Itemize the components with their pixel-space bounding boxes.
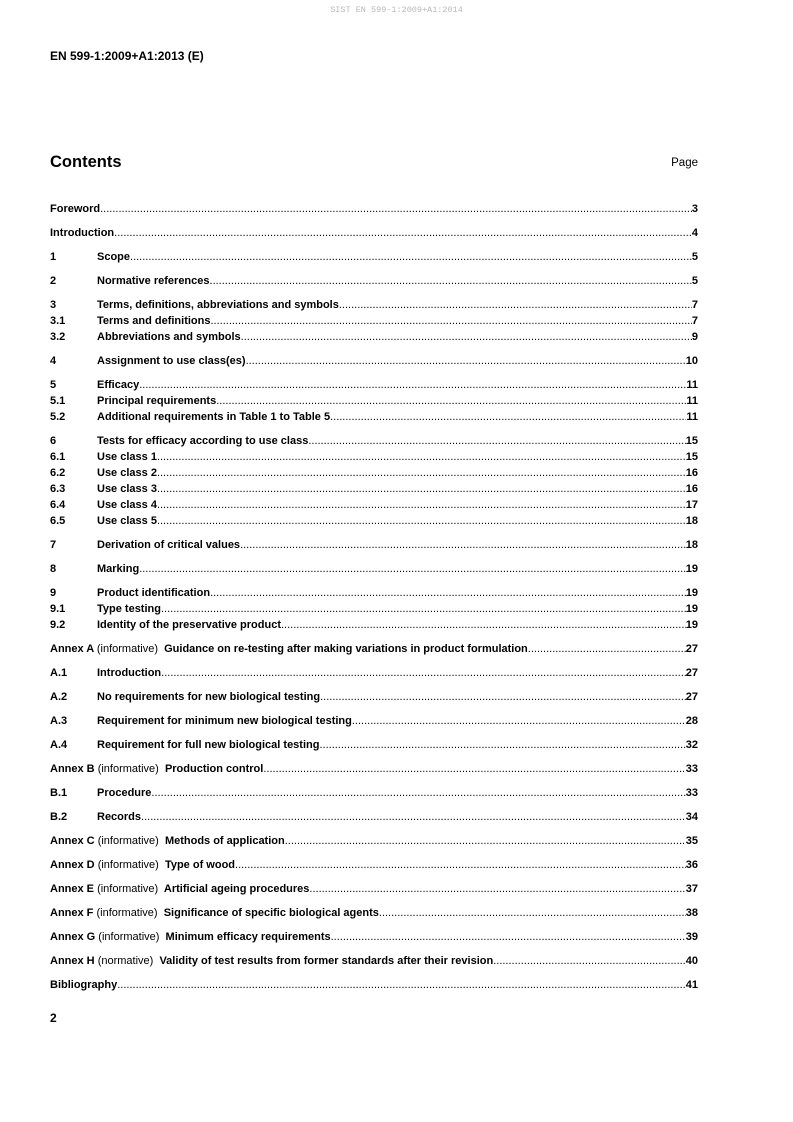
toc-entry[interactable] (50, 857, 698, 873)
toc-entry-title: Annex F (informative) Significance of specific biological agents (50, 907, 379, 919)
toc-entry-page: 9 (691, 331, 698, 343)
dot-leader (216, 393, 686, 409)
dot-leader (308, 433, 685, 449)
toc-entry-page: 7 (691, 299, 698, 311)
toc-entry[interactable] (50, 713, 698, 729)
dot-leader (319, 737, 685, 753)
dot-leader (235, 857, 686, 873)
toc-entry-number: B.1 (50, 787, 68, 799)
toc-entry[interactable] (50, 465, 698, 481)
toc-entry[interactable] (50, 809, 698, 825)
dot-leader (139, 561, 686, 577)
toc-entry[interactable] (50, 561, 698, 577)
dot-leader (246, 353, 686, 369)
toc-entry-title: Annex E (informative) Artificial ageing procedures (50, 883, 310, 895)
toc-entry[interactable] (50, 481, 698, 497)
dot-leader (161, 665, 686, 681)
toc-entry-page: 36 (685, 859, 698, 871)
toc-entry-number: A.4 (50, 739, 68, 751)
toc-entry-page: 11 (686, 379, 698, 391)
toc-entry[interactable] (50, 585, 698, 601)
dot-leader (157, 481, 686, 497)
toc-entry-title: Normative references (97, 275, 210, 287)
dot-leader (117, 977, 686, 993)
toc-entry-number: 2 (50, 275, 57, 287)
toc-entry-title: Annex H (normative) Validity of test results from former standards after their revision (50, 955, 494, 967)
toc-entry[interactable] (50, 513, 698, 529)
toc-entry[interactable] (50, 497, 698, 513)
page-number: 2 (50, 1011, 57, 1025)
toc-entry-title: Assignment to use class(es) (97, 355, 246, 367)
toc-entry[interactable] (50, 761, 698, 777)
toc-entry-title: Principal requirements (97, 395, 217, 407)
dot-leader (210, 273, 692, 289)
toc-entry-page: 10 (685, 355, 698, 367)
toc-entry[interactable] (50, 977, 698, 993)
toc-entry-number: A.2 (50, 691, 68, 703)
toc-entry-title: Terms and definitions (97, 315, 211, 327)
toc-entry-page: 19 (685, 587, 698, 599)
toc-entry[interactable] (50, 881, 698, 897)
toc-entry-page: 15 (685, 435, 698, 447)
dot-leader (263, 761, 685, 777)
toc-entry-page: 16 (685, 467, 698, 479)
toc-entry-page: 34 (685, 811, 698, 823)
toc-entry-page: 19 (685, 603, 698, 615)
toc-entry[interactable] (50, 737, 698, 753)
toc-entry-title: Tests for efficacy according to use class (97, 435, 309, 447)
toc-entry-number: 6.1 (50, 451, 66, 463)
dot-leader (285, 833, 686, 849)
toc-entry-page: 27 (685, 667, 698, 679)
toc-entry[interactable] (50, 537, 698, 553)
toc-entry-title: Use class 1 (97, 451, 157, 463)
toc-entry[interactable] (50, 273, 698, 289)
dot-leader (320, 689, 686, 705)
toc-entry-page: 41 (685, 979, 698, 991)
toc-entry[interactable] (50, 689, 698, 705)
toc-entry-number: 6.2 (50, 467, 66, 479)
dot-leader (210, 313, 691, 329)
toc-entry-title: Annex B (informative) Production control (50, 763, 264, 775)
toc-entry[interactable] (50, 409, 698, 425)
toc-entry-number: 6.3 (50, 483, 66, 495)
toc-entry-number: 3.2 (50, 331, 66, 343)
toc-entry-title: No requirements for new biological testing (97, 691, 321, 703)
toc-entry-page: 5 (691, 251, 698, 263)
toc-entry-page: 11 (686, 395, 698, 407)
toc-entry[interactable] (50, 449, 698, 465)
toc-entry-title: Annex D (informative) Type of wood (50, 859, 236, 871)
dot-leader (330, 409, 686, 425)
toc-entry[interactable] (50, 601, 698, 617)
toc-entry-page: 11 (686, 411, 698, 423)
toc-entry-page: 40 (685, 955, 698, 967)
dot-leader (493, 953, 686, 969)
toc-entry-number: A.3 (50, 715, 68, 727)
toc-entry-title: Use class 5 (97, 515, 157, 527)
dot-leader (139, 377, 686, 393)
table-of-contents (50, 201, 698, 993)
dot-leader (100, 201, 692, 217)
dot-leader (157, 465, 686, 481)
dot-leader (309, 881, 685, 897)
toc-entry[interactable] (50, 905, 698, 921)
dot-leader (281, 617, 686, 633)
toc-entry[interactable] (50, 329, 698, 345)
toc-entry-page: 15 (685, 451, 698, 463)
toc-entry-title: Introduction (50, 227, 115, 239)
toc-entry-title: Introduction (97, 667, 162, 679)
toc-entry-title: Bibliography (50, 979, 118, 991)
toc-entry[interactable] (50, 225, 698, 241)
toc-entry[interactable] (50, 929, 698, 945)
toc-entry-page: 28 (685, 715, 698, 727)
toc-entry-title: Annex G (informative) Minimum efficacy requirements (50, 931, 331, 943)
dot-leader (151, 785, 685, 801)
dot-leader (379, 905, 686, 921)
toc-entry-page: 27 (685, 691, 698, 703)
toc-entry-number: 9 (50, 587, 57, 599)
toc-entry[interactable] (50, 353, 698, 369)
toc-entry-number: 7 (50, 539, 57, 551)
toc-entry[interactable] (50, 953, 698, 969)
dot-leader (339, 297, 692, 313)
toc-entry-page: 35 (685, 835, 698, 847)
toc-entry[interactable] (50, 377, 698, 393)
toc-entry-title: Identity of the preservative product (97, 619, 281, 631)
dot-leader (352, 713, 686, 729)
toc-entry-title: Scope (97, 251, 131, 263)
toc-entry[interactable] (50, 665, 698, 681)
toc-entry-number: B.2 (50, 811, 68, 823)
dot-leader (240, 537, 686, 553)
toc-entry-number: 5.2 (50, 411, 66, 423)
dot-leader (528, 641, 686, 657)
toc-entry-title: Use class 2 (97, 467, 157, 479)
toc-entry-page: 38 (685, 907, 698, 919)
toc-entry-title: Foreword (50, 203, 101, 215)
toc-entry-title: Requirement for minimum new biological testing (97, 715, 352, 727)
toc-entry-number: 6.5 (50, 515, 66, 527)
toc-entry[interactable] (50, 617, 698, 633)
toc-entry-number: 3.1 (50, 315, 66, 327)
toc-entry-title: Requirement for full new biological testing (97, 739, 320, 751)
toc-entry-page: 19 (685, 619, 698, 631)
toc-entry-title: Use class 4 (97, 499, 157, 511)
toc-entry-title: Terms, definitions, abbreviations and symbols (97, 299, 339, 311)
toc-entry-title: Annex C (informative) Methods of application (50, 835, 285, 847)
toc-entry-page: 16 (685, 483, 698, 495)
toc-entry-page: 17 (685, 499, 698, 511)
page-column-label: Page (671, 157, 698, 169)
dot-leader (241, 329, 692, 345)
toc-entry-title: Derivation of critical values (97, 539, 241, 551)
toc-entry-page: 3 (691, 203, 698, 215)
dot-leader (210, 585, 686, 601)
dot-leader (157, 513, 686, 529)
toc-entry-number: 9.2 (50, 619, 66, 631)
toc-entry-title: Type testing (97, 603, 161, 615)
toc-entry[interactable] (50, 313, 698, 329)
toc-entry-number: 9.1 (50, 603, 66, 615)
toc-entry-page: 19 (685, 563, 698, 575)
watermark: SIST EN 599-1:2009+A1:2014 (330, 5, 463, 15)
toc-entry-title: Marking (97, 563, 140, 575)
toc-entry[interactable] (50, 785, 698, 801)
toc-entry[interactable] (50, 249, 698, 265)
toc-entry-page: 32 (685, 739, 698, 751)
toc-entry-number: 6 (50, 435, 57, 447)
toc-entry-title: Abbreviations and symbols (97, 331, 241, 343)
page-title: Contents (50, 153, 122, 171)
toc-entry-number: 1 (50, 251, 57, 263)
toc-entry-page: 7 (691, 315, 698, 327)
dot-leader (157, 449, 686, 465)
toc-entry-page: 18 (685, 539, 698, 551)
toc-entry-number: 4 (50, 355, 57, 367)
toc-entry-number: 5.1 (50, 395, 66, 407)
toc-entry-title: Additional requirements in Table 1 to Table 5 (97, 411, 331, 423)
toc-entry-page: 27 (685, 643, 698, 655)
toc-entry[interactable] (50, 833, 698, 849)
toc-entry-title: Product identification (97, 587, 211, 599)
toc-entry-title: Annex A (informative) Guidance on re-testing after making variations in product formulation (50, 643, 528, 655)
toc-entry-page: 18 (685, 515, 698, 527)
toc-entry-number: 5 (50, 379, 57, 391)
toc-entry-title: Procedure (97, 787, 152, 799)
dot-leader (157, 497, 686, 513)
toc-entry-page: 33 (685, 763, 698, 775)
document-id: EN 599-1:2009+A1:2013 (E) (50, 49, 204, 63)
toc-entry-page: 33 (685, 787, 698, 799)
dot-leader (331, 929, 686, 945)
toc-entry[interactable] (50, 433, 698, 449)
dot-leader (130, 249, 692, 265)
dot-leader (161, 601, 686, 617)
toc-entry-page: 37 (685, 883, 698, 895)
dot-leader (141, 809, 686, 825)
toc-entry[interactable] (50, 297, 698, 313)
toc-entry-title: Efficacy (97, 379, 140, 391)
toc-entry-number: A.1 (50, 667, 68, 679)
toc-entry[interactable] (50, 641, 698, 657)
toc-entry-page: 39 (685, 931, 698, 943)
toc-entry-number: 3 (50, 299, 57, 311)
toc-entry-title: Records (97, 811, 142, 823)
toc-entry-number: 8 (50, 563, 57, 575)
toc-entry-page: 5 (691, 275, 698, 287)
toc-entry-number: 6.4 (50, 499, 66, 511)
toc-entry-title: Use class 3 (97, 483, 157, 495)
toc-entry[interactable] (50, 393, 698, 409)
toc-entry[interactable] (50, 201, 698, 217)
dot-leader (114, 225, 692, 241)
toc-entry-page: 4 (691, 227, 698, 239)
